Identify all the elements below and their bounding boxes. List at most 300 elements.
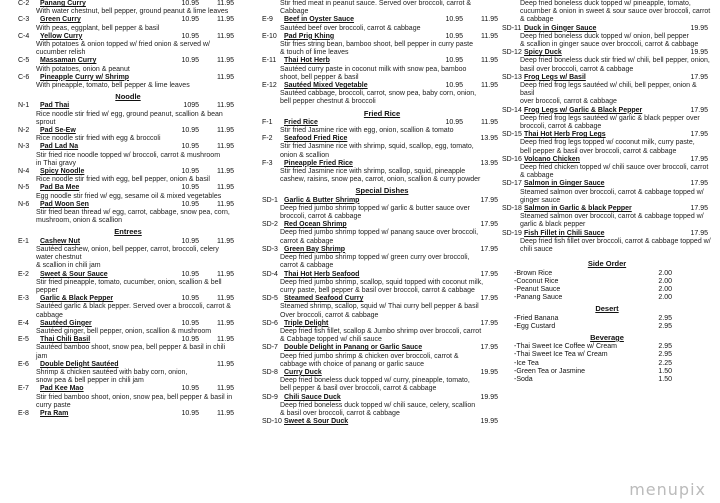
item-description: Steamed shrimp, scallop, squid w/ Thai curry bell pepper & basil [280,303,479,311]
item-code: C-4 [18,32,30,40]
item-price-large: 11.95 [217,200,234,208]
side_order-row [502,294,712,302]
item-description: & Cabbage topped w/ chili sauce [280,336,382,344]
item-price-small: 10.95 [181,184,199,192]
row-price: 2.00 [658,277,672,285]
item-description: With peas, eggplant, bell pepper & basil [36,24,160,32]
item-description: Deep fried frog legs sautéed w/ chili, bell pepper, onion & basil [520,82,697,98]
item-description: bell pepper & basil over broccoli, carrot & cabbage [520,147,677,155]
item-price-large: 11.95 [217,0,234,7]
item-price-small [462,344,480,352]
item-code: E-2 [18,270,29,278]
item-description: Deep fried frog legs sautéed w/ garlic & black pepper over [520,114,700,122]
side_order-row [502,270,712,278]
item-price-large: 19.95 [480,393,498,401]
item-name: Thai Hot Herb [284,57,330,65]
item-price-large: 11.95 [217,73,234,81]
item-name: Thai Hot Herb Seafood [284,270,360,278]
item-price-large: 17.95 [690,106,708,114]
item-price-large: 17.95 [480,319,498,327]
item-description: Stir fried pineapple, tomato, cucumber, onion, scallion & bell [36,278,222,286]
menu-item [502,49,712,74]
row-name: -Egg Custard [514,322,556,330]
item-code: N-2 [18,127,30,135]
section-heading: Fried Rice [363,108,401,118]
item-description: Deep fried boneless duck stir fried w/ chili, bell pepper, onion, [520,57,710,65]
item-description: Shrimp & chicken sautéed with baby corn, onion, [36,368,188,376]
item-price-large: 11.95 [217,16,234,24]
item-name: Double Delight Sautéed [40,360,119,368]
row-price: 2.25 [658,359,672,367]
item-description: & scallion in ginger sauce over broccoli, carrot & cabbage [520,41,699,49]
section-heading: Noodle [115,92,141,102]
item-price-small: 10.95 [181,336,199,344]
menu-item [262,394,502,419]
item-name: Spicy Noodle [40,168,85,176]
menu-item [18,143,238,168]
row-price: 2.00 [658,285,672,293]
item-price-small: 10.95 [445,118,463,126]
item-code: SD-17 [502,180,522,188]
menu-item [262,16,502,32]
row-price: 2.00 [658,294,672,302]
item-description: With potatoes, onion & peanut [36,65,130,73]
item-price-small: 10.95 [181,200,199,208]
item-code: SD-7 [262,344,278,352]
item-name: Pra Ram [40,409,69,417]
menu-item [262,33,502,58]
item-name: Chili Sauce Duck [284,393,341,401]
menu-item [18,238,238,271]
menu-item [18,33,238,58]
item-description: Deep fried boneless duck topped w/ curry, pineapple, tomato, [280,377,470,385]
item-description: Deep fried jumbo shrimp topped w/ garlic & butter sauce over [280,204,470,212]
item-description: Stir fried meat in peanut sauce. Served over broccoli, carrot & [280,0,472,7]
item-price-small: 10.95 [445,82,463,90]
item-price-small: 10.95 [445,57,463,65]
item-code: N-6 [18,200,30,208]
item-name: Pad Woon Sen [40,200,89,208]
item-price-small: 10.95 [181,32,199,40]
item-description: Sautéed ginger, bell pepper, onion, scallion & mushroom [36,327,212,335]
item-price-small [462,160,480,168]
item-price-large: 11.95 [217,295,234,303]
item-code: E-12 [262,82,277,90]
item-price-small [462,271,480,279]
item-description: water chestnut [36,254,82,262]
item-description: curry paste [36,401,71,409]
menu-item [18,385,238,410]
item-description: cabbage with choice of panang or garlic sauce [280,360,424,368]
item-price-large: 11.95 [217,237,234,245]
item-price-small: 10.95 [181,409,199,417]
item-code: SD-18 [502,205,522,213]
menu-item [262,369,502,394]
item-code: SD-11 [502,24,522,32]
item-price-large: 13.95 [480,135,498,143]
item-code: SD-4 [262,270,278,278]
item-price-large: 11.95 [481,82,498,90]
row-price: 1.50 [658,367,672,375]
item-price-small: 10.95 [445,16,463,24]
item-name: Sweet & Sour Duck [284,418,349,426]
row-name: -Fried Banana [514,314,559,322]
row-name: -Soda [514,375,533,383]
item-description: Sautéed beef over broccoli, carrot & cabbage [280,24,421,32]
item-description: Steamed salmon over broccoli, carrot & cabbage topped w/ [520,188,704,196]
item-description: pepper [36,286,58,294]
item-price-small [672,180,690,188]
item-price-large: 17.95 [480,221,498,229]
row-price: 1.50 [658,375,672,383]
item-name: Pad Kee Mao [40,385,84,393]
side-order-heading: Side Order [587,259,627,269]
item-description: in Thai gravy [36,159,76,167]
item-description: carrot & cabbage [280,262,334,270]
item-price-large: 17.95 [480,295,498,303]
menu-item [18,102,238,127]
item-name: Pad Thai [40,102,70,110]
item-price-small: 10.95 [181,0,199,7]
item-description: & basil over broccoli, carrot & cabbage [280,409,400,417]
item-price-small [199,74,217,82]
menu-item [18,16,238,32]
item-code: C-5 [18,57,30,65]
item-name: Fish Fillet in Chili Sauce [524,229,605,237]
item-name: Frog Legs w/ Basil [524,73,586,81]
menu-item [262,221,502,246]
item-description: Deep fried boneless duck topped w/ chili sauce, celery, scallion [280,401,476,409]
row-name: -Thai Sweet Ice Coffee w/ Cream [514,343,617,351]
item-price-small [672,25,690,33]
item-name: Green Bay Shrimp [284,245,346,253]
item-description: garlic & black pepper [520,221,586,229]
item-name: Pad Ba Mee [40,184,80,192]
item-price-large: 17.95 [690,229,708,237]
item-description: cucumber & onion in sweet & sour sauce over broccoli, carrot [520,8,711,16]
menu-item [18,0,238,16]
item-description: & cabbage [520,16,554,24]
item-description: Deep fried boneless duck topped w/ onion, bell pepper [520,32,689,40]
item-description: snow pea & bell pepper in chili jam [36,377,144,385]
item-price-large: 11.95 [217,385,234,393]
item-name: Sautéed Mixed Vegetable [284,82,368,90]
item-description: Sautéed cashew, onion, bell pepper, carrot, broccoli, celery [36,245,219,253]
item-price-small [672,74,690,82]
item-name: Green Curry [40,16,81,24]
item-code: E-7 [18,385,29,393]
item-description: Deep fried boneless duck topped w/ pineapple, tomato, [520,0,691,7]
item-description: Deep fried fish fillet, scallop & Jumbo shrimp over broccoli, carrot [280,327,482,335]
item-price-large: 19.95 [690,49,708,57]
menu-item [262,271,502,296]
item-price-small [462,221,480,229]
item-name: Massaman Curry [40,57,97,65]
menu-item [262,160,502,185]
menu-item [262,246,502,271]
item-description: Stir fried bamboo shoot, onion, snow pea, bell pepper & basil in [36,393,233,401]
item-price-small [672,156,690,164]
item-price-large: 17.95 [690,155,708,163]
item-price-small [672,49,690,57]
menu-item [18,127,238,143]
row-name: -Coconut Rice [514,277,559,285]
item-name: Yellow Curry [40,32,83,40]
item-code: SD-2 [262,221,278,229]
item-price-large: 11.95 [217,143,234,151]
item-code: SD-6 [262,319,278,327]
item-code: E-11 [262,57,277,65]
item-price-small: 10.95 [181,237,199,245]
item-name: Duck in Ginger Sauce [524,24,597,32]
item-price-small [462,418,480,426]
menu-item [502,0,712,25]
menu-item [18,74,238,90]
watermark-logo: menupix [629,480,706,499]
item-code: SD-5 [262,295,278,303]
menu-item [18,320,238,336]
item-name: Garlic & Butter Shrimp [284,196,360,204]
item-name: Pad Prig Khing [284,32,335,40]
item-description: Deep fried jumbo shrimp & chicken over broccoli, carrot & [280,352,459,360]
menu-item [18,57,238,73]
row-name: -Brown Rice [514,269,553,277]
item-code: SD-14 [502,106,522,114]
item-price-large: 11.95 [217,270,234,278]
item-code: F-3 [262,159,273,167]
item-price-large: 17.95 [480,344,498,352]
row-price: 2.95 [658,343,672,351]
menu-item [502,131,712,156]
menu-item [502,205,712,230]
item-price-small [199,361,217,369]
item-price-small: 10.95 [181,295,199,303]
item-name: Beef in Oyster Sauce [284,16,355,24]
item-description: Over broccoli, carrot & cabbage [280,311,379,319]
item-code: SD-9 [262,393,278,401]
item-price-large: 11.95 [481,32,498,40]
item-price-small [462,394,480,402]
item-price-large: 11.95 [217,184,234,192]
item-name: Sautéed Ginger [40,319,92,327]
item-description: Sautéed cabbage, broccoli, carrot, snow pea, baby corn, onion, [280,90,477,98]
item-code: C-6 [18,73,30,81]
menu-column-middle [262,0,502,426]
item-description: bell pepper & basil over broccoli, carrot & cabbage [280,385,437,393]
item-price-large: 19.95 [480,418,498,426]
menu-item [502,180,712,205]
menu-item [18,271,238,296]
menu-item [18,295,238,320]
menu-item [502,107,712,132]
special-dishes-continued [502,0,712,254]
menu-item [18,410,238,418]
row-name: -Peanut Sauce [514,285,561,293]
section-heading: Special Dishes [355,186,409,196]
item-code: E-10 [262,32,277,40]
item-price-small [462,135,480,143]
side_order-row [502,278,712,286]
item-description: With water chestnut, bell pepper, ground peanut & lime leaves [36,8,229,16]
item-description: mushroom, onion & scallion [36,217,122,225]
item-price-small: 10.95 [181,168,199,176]
item-code: E-6 [18,360,29,368]
menu-item [262,57,502,82]
item-name: Pad Lad Na [40,143,79,151]
beverage-row [502,351,712,359]
item-price-small [462,369,480,377]
item-code: SD-15 [502,131,522,139]
item-price-large: 17.95 [690,205,708,213]
beverage-heading: Beverage [590,332,624,342]
item-price-large: 11.95 [217,127,234,135]
item-description: cabbage [36,311,63,319]
item-name: Garlic & Black Pepper [40,295,114,303]
item-name: Seafood Fried Rice [284,135,348,143]
item-description: Steamed salmon over broccoli, carrot & cabbage topped w/ [520,213,704,221]
item-description: & scallion in chili jam [36,262,101,270]
menu-item [18,336,238,361]
item-description: Cabbage [280,8,309,16]
menu-item [502,156,712,181]
item-price-small: 10.95 [181,385,199,393]
item-name: Sweet & Sour Sauce [40,270,108,278]
item-price-large: 17.95 [690,180,708,188]
menu-item [18,361,238,386]
row-name: -Thai Sweet Ice Tea w/ Cream [514,351,608,359]
beverage-row [502,368,712,376]
item-price-large: 17.95 [690,73,708,81]
row-price: 2.95 [658,351,672,359]
item-name: Salmon in Ginger Sauce [524,180,605,188]
item-price-small [462,197,480,205]
item-description: Deep fried chicken topped w/ chili sauce over broccoli, carrot [520,164,709,172]
item-price-small [672,131,690,139]
item-description: Stir fries string bean, bamboo shoot, bell pepper in curry paste [280,41,473,49]
item-price-large: 11.95 [217,336,234,344]
menu-item [262,418,502,426]
menu-item [18,184,238,200]
item-price-small [462,320,480,328]
menu-item [502,230,712,255]
item-price-large: 11.95 [217,168,234,176]
item-description: Deep fried jumbo shrimp topped w/ panang sauce over broccoli, [280,229,479,237]
item-code: E-3 [18,295,29,303]
item-code: SD-13 [502,73,522,81]
item-code: E-9 [262,16,273,24]
item-description: broccoli, carrot & cabbage [280,213,362,221]
item-code: E-4 [18,319,29,327]
item-description: Rice noodle stir fried with egg, bell pepper, onion & basil [36,176,210,184]
item-description: Stir fried bean thread w/ egg, carrot, cabbage, snow pea, corn, [36,209,230,217]
item-price-large: 17.95 [480,270,498,278]
item-price-small [672,107,690,115]
beverage-section [502,334,712,384]
item-description: sprout [36,118,56,126]
item-name: Cashew Nut [40,237,81,245]
menu-item [262,320,502,345]
item-price-large: 17.95 [480,196,498,204]
item-description: With pineapple, tomato, bell pepper & lime leaves [36,82,190,90]
menu-item [262,82,502,107]
item-price-large: 11.95 [217,57,234,65]
menu-column-right [502,0,712,384]
row-name: -Ice Tea [514,359,539,367]
menu-item [18,168,238,184]
item-description: Sautéed garlic & black pepper. Served over a broccoli, carrot & [36,303,231,311]
beverage-row [502,360,712,368]
item-code: SD-3 [262,245,278,253]
item-name: Salmon in Garlic & black Pepper [524,205,632,213]
item-code: C-3 [18,16,30,24]
item-code: N-3 [18,143,30,151]
item-price-large: 11.95 [217,409,234,417]
item-name: Pineapple Curry w/ Shrimp [40,73,130,81]
item-description: With potatoes & onion topped w/ fried onion & served w/ [36,41,210,49]
item-description: Deep fried frog legs topped w/ coconut milk, curry paste, [520,139,695,147]
item-name: Pineapple Fried Rice [284,159,353,167]
desert-section [502,305,712,331]
desert-heading: Desert [595,304,619,314]
item-name: Thai Hot Herb Frog Legs [524,131,606,139]
menu-column-left [18,0,238,418]
beverage-row [502,376,712,384]
item-price-small [672,230,690,238]
row-price: 2.95 [658,314,672,322]
item-code: E-5 [18,336,29,344]
item-description: Stir fried rice noodle topped w/ broccoli, carrot & mushroom [36,151,221,159]
item-price-small: 10.95 [181,143,199,151]
item-name: Curry Duck [284,368,322,376]
item-description: basil over broccoli, carrot & cabbage [520,65,634,73]
item-code: N-4 [18,168,30,176]
item-price-small: 1095 [183,102,199,110]
menu-item [262,135,502,160]
item-code: SD-10 [262,418,282,426]
item-name: Double Delight in Panang or Garlic Sauce [284,344,423,352]
item-description: chili sauce [520,246,553,254]
item-price-large: 11.95 [217,102,234,110]
item-price-large: 11.95 [217,32,234,40]
item-description: curry paste, bell pepper & basil over broccoli, carrot & cabbage [280,286,475,294]
item-code: N-5 [18,184,30,192]
item-price-large: 17.95 [480,245,498,253]
item-price-small: 10.95 [181,319,199,327]
item-name: Spicy Duck [524,49,562,57]
menu-item [502,25,712,50]
item-code: SD-19 [502,229,522,237]
item-description: & cabbage [520,172,554,180]
item-description: shoot, bell pepper & basil [280,73,359,81]
item-description: Stir fried Jasmine rice with shrimp, scallop, squid, pineapple [280,168,466,176]
item-description: over broccoli, carrot & cabbage [520,98,617,106]
row-name: -Panang Sauce [514,294,563,302]
row-price: 2.00 [658,269,672,277]
item-price-small [462,295,480,303]
item-name: Pad Se-Ew [40,127,76,135]
item-price-large: 13.95 [480,159,498,167]
beverage-row [502,343,712,351]
menu-item [262,295,502,320]
item-price-large: 11.95 [481,118,498,126]
item-description: carrot & cabbage [280,237,334,245]
menu-item [18,201,238,226]
item-description: Deep fried jumbo shrimp topped w/ green curry over broccoli, [280,254,470,262]
menu-item [262,344,502,369]
item-price-large: 19.95 [690,24,708,32]
item-description: cashew, raisins, snow pea, carrot, onion, scallion & curry powder [280,176,481,184]
item-name: Fried Rice [284,118,318,126]
